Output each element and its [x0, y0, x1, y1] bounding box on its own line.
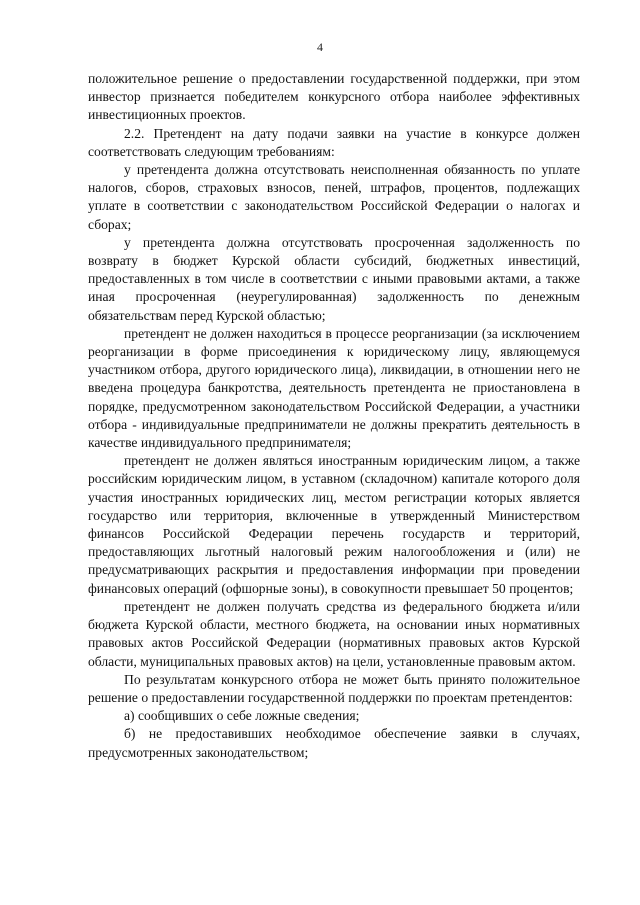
list-item-b: б) не предоставивших необходимое обеспечение заявки в случаях, предусмотренных законодательством; — [88, 726, 580, 760]
list-item-a: а) сообщивших о себе ложные сведения; — [124, 708, 360, 724]
page-number: 4 — [317, 40, 323, 54]
paragraph-foreign-entity: претендент не должен являться иностранным юридическим лицом, а также российским юридическим лицом, в уставном (складочном) капитале которого доля участия иностранных юридических лиц, местом регистрации которых является государство или территория, включенные в утвержденный Министерством финансов Российской Федерации перечень государств и территорий, предоставляющих льготный налоговый режим налогообложения и (или) не предусматривающих раскрытия и предоставления информации при проведении финансовых операций (офшорные зоны), в совокупности превышает 50 процентов; — [88, 453, 580, 596]
paragraph-selection-results: По результатам конкурсного отбора не может быть принято положительное решение о предоставлении государственной поддержки по проектам претендентов: — [88, 671, 580, 705]
paragraph-reorganization: претендент не должен находиться в процессе реорганизации (за исключением реорганизации в форме присоединения к юридическому лицу, являющемуся участником отбора, другого юридического лица), ликвидации, в отношении него не введена процедура банкротства, деятельность претендента не приостановлена в порядке, предусмотренном законодательством Российской Федерации, а участники отбора - индивидуальные предприниматели не должны прекратить деятельность в качестве индивидуального предпринимателя; — [88, 325, 580, 451]
paragraph-2-2-requirements: 2.2. Претендент на дату подачи заявки на участие в конкурсе должен соответствовать следующим требованиям: — [88, 125, 580, 159]
paragraph-continuation: положительное решение о предоставлении государственной поддержки, при этом инвестор признается победителем конкурсного отбора наиболее эффективных инвестиционных проектов. — [88, 71, 580, 123]
paragraph-tax-obligations: у претендента должна отсутствовать неисполненная обязанность по уплате налогов, сборов, страховых взносов, пеней, штрафов, процентов, подлежащих уплате в соответствии с законодательством Российской Федерации о налогах и сборах; — [88, 162, 580, 232]
document-body — [88, 70, 580, 762]
paragraph-overdue-debt: у претендента должна отсутствовать просроченная задолженность по возврату в бюджет Курской области субсидий, бюджетных инвестиций, предоставленных в том числе в соответствии с иными правовыми актами, а также иная просроченная (неурегулированная) задолженность по денежным обязательствам перед Курской областью; — [88, 234, 580, 323]
paragraph-budget-funds: претендент не должен получать средства из федерального бюджета и/или бюджета Курской области, местного бюджета, на основании иных нормативных правовых актов Российской Федерации (нормативных правовых актов Курской области, муниципальных правовых актов) на цели, установленные правовым актом. — [88, 598, 580, 669]
